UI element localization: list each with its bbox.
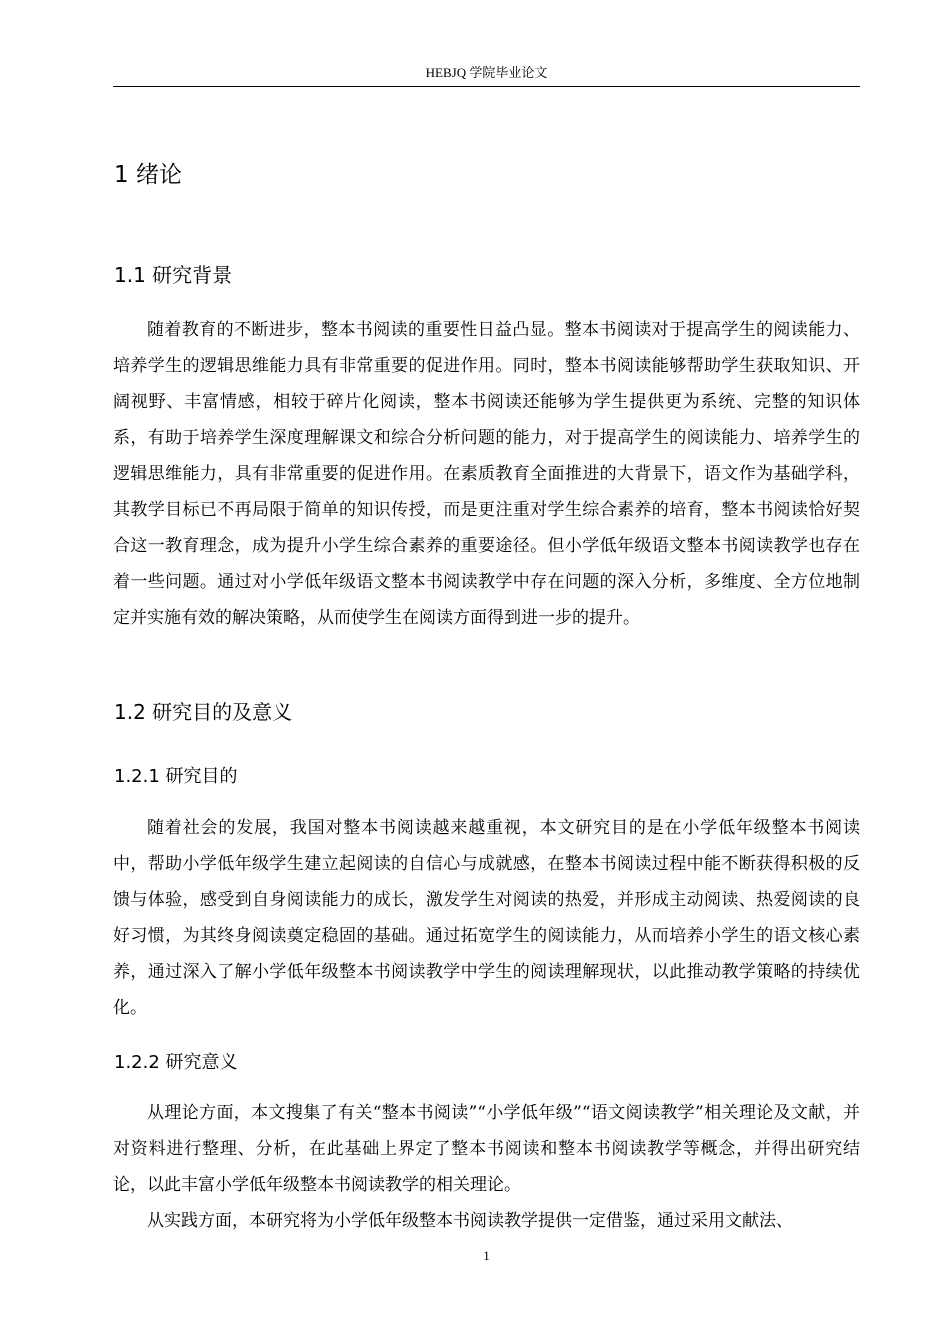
subsection-heading-1-2-2: 1.2.2 研究意义 <box>114 1052 238 1073</box>
section-heading-1-1: 1.1 研究背景 <box>114 263 233 287</box>
page-number: 1 <box>483 1248 490 1263</box>
chapter-title: 1 绪论 <box>114 162 182 188</box>
subsection-heading-1-2-1: 1.2.1 研究目的 <box>114 766 238 787</box>
paragraph-research-significance-practice: 从实践方面，本研究将为小学低年级整本书阅读教学提供一定借鉴，通过采用文献法、 <box>147 1211 793 1231</box>
page-header: HEBJQ 学院毕业论文 <box>425 65 548 80</box>
paragraph-research-significance-theory: 从理论方面，本文搜集了有关“整本书阅读”“小学低年级”“语文阅读教学”相关理论及文献，并对资料进行整理、分析，在此基础上界定了整本书阅读和整本书阅读教学等概念，并得出研究结论，以此丰富小学低年级整本书阅读教学的相关理论。 <box>113 1103 860 1195</box>
header-divider <box>113 86 860 87</box>
paragraph-research-background: 随着教育的不断进步，整本书阅读的重要性日益凸显。整本书阅读对于提高学生的阅读能力、培养学生的逻辑思维能力具有非常重要的促进作用。同时，整本书阅读能够帮助学生获取知识、开阔视野、丰富情感，相较于碎片化阅读，整本书阅读还能够为学生提供更为系统、完整的知识体系，有助于培养学生深度理解课文和综合分析问题的能力，对于提高学生的阅读能力、培养学生的逻辑思维能力，具有非常重要的促进作用。在素质教育全面推进的大背景下，语文作为基础学科，其教学目标已不再局限于简单的知识传授，而是更注重对学生综合素养的培育，整本书阅读恰好契合这一教育理念，成为提升小学生综合素养的重要途径。但小学低年级语文整本书阅读教学也存在着一些问题。通过对小学低年级语文整本书阅读教学中存在问题的深入分析，多维度、全方位地制定并实施有效的解决策略，从而使学生在阅读方面得到进一步的提升。 <box>113 320 860 628</box>
paragraph-research-purpose: 随着社会的发展，我国对整本书阅读越来越重视，本文研究目的是在小学低年级整本书阅读中，帮助小学低年级学生建立起阅读的自信心与成就感，在整本书阅读过程中能不断获得积极的反馈与体验，感受到自身阅读能力的成长，激发学生对阅读的热爱，并形成主动阅读、热爱阅读的良好习惯，为其终身阅读奠定稳固的基础。通过拓宽学生的阅读能力，从而培养小学生的语文核心素养，通过深入了解小学低年级整本书阅读教学中学生的阅读理解现状，以此推动教学策略的持续优化。 <box>113 818 860 1018</box>
section-heading-1-2: 1.2 研究目的及意义 <box>114 700 293 724</box>
